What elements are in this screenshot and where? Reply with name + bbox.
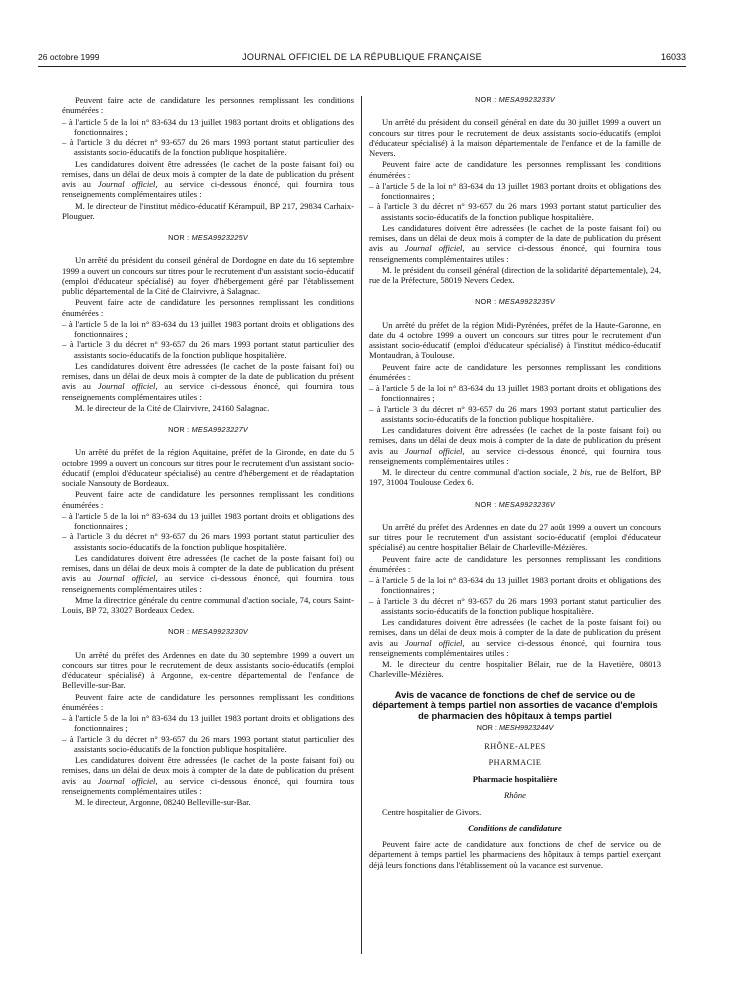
conditions-list [62, 117, 354, 158]
conditions-list [369, 181, 661, 222]
issue-date: 26 octobre 1999 [38, 52, 100, 62]
nor-reference: NOR : MESA9923230V [168, 627, 248, 637]
conditions-list [62, 319, 354, 360]
contact-address: M. le directeur du centre communal d'action sociale, 2 bis, rue de Belfort, BP 197, 31004 Toulouse Cedex 6. [369, 467, 661, 488]
conditions-intro: Peuvent faire acte de candidature les personnes remplissant les conditions énumérées : [369, 159, 661, 180]
candidature-text: Les candidatures doivent être adressées (le cachet de la poste faisant foi) ou remises, dans un délai de deux mois à compter de la date de publication du présent avis au Journal officiel, au service ci-dessous énoncé, qui fournira tous renseignements complémentaires utiles : [62, 755, 354, 796]
condition-item: – à l'article 5 de la loi n° 83-634 du 13 juillet 1983 portant droits et obligations des fonctionnaires ; [62, 318, 354, 339]
conditions-intro: Peuvent faire acte de candidature les personnes remplissant les conditions énumérées : [369, 361, 661, 382]
notice-text: Un arrêté du président du conseil général en date du 30 juillet 1999 a ouvert un concours sur titres pour le recrutement de deux assistants socio-éducatifs (emploi d'éducateur spécialisé) à la maison départementale de l'enfance et de la famille de Nevers. [369, 117, 661, 158]
conditions-intro: Peuvent faire acte de candidature les personnes remplissant les conditions énumérées : [62, 691, 354, 712]
candidature-text: Les candidatures doivent être adressées (le cachet de la poste faisant foi) ou remises, dans un délai de deux mois à compter de la date de publication du présent avis au Journal officiel, au service ci-dessous énoncé, qui fournira tous renseignements complémentaires utiles : [369, 425, 661, 466]
nor-reference: NOR : MESA9923225V [168, 233, 248, 242]
condition-item: – à l'article 5 de la loi n° 83-634 du 13 juillet 1983 portant droits et obligations des fonctionnaires ; [62, 116, 354, 137]
notice-nevers [369, 95, 661, 285]
condition-item: – à l'article 3 du décret n° 93-657 du 26 mars 1993 portant statut particulier des assistants socio-éducatifs de la fonction publique hospitalière. [369, 201, 661, 222]
contact-address: Mme la directrice générale du centre communal d'action sociale, 74, cours Saint-Louis, BP 72, 33027 Bordeaux Cedex. [62, 594, 354, 615]
notice-text: Un arrêté du président du conseil général de Dordogne en date du 16 septembre 1999 a ouvert un concours sur titres pour le recrutement d'un assistant socio-éducatif (emploi d'éducateur spécialisé) au foyer d'hébergement géré par l'établissement public départemental de la Cité de Clairvivre, à Salagnac. [62, 255, 354, 296]
condition-item: – à l'article 3 du décret n° 93-657 du 26 mars 1993 portant statut particulier des assistants socio-éducatifs de la fonction publique hospitalière. [62, 339, 354, 360]
contact-address: M. le président du conseil général (direction de la solidarité départementale), 24, rue de la Préfecture, 58019 Nevers Cedex. [369, 264, 661, 285]
department-heading: Rhône [504, 790, 526, 801]
contact-address: M. le directeur du centre hospitalier Bélair, rue de la Havetière, 08013 Charleville-Mézières. [369, 659, 661, 680]
candidature-text: Les candidatures doivent être adressées (le cachet de la poste faisant foi) ou remises, dans un délai de deux mois à compter de la date de publication du présent avis au Journal officiel, au service ci-dessous énoncé, qui fournira tous renseignements complémentaires utiles : [369, 617, 661, 658]
nor-reference: NOR : MESH9923244V [476, 723, 554, 733]
hospital-name: Centre hospitalier de Givors. [382, 806, 482, 817]
conditions-intro: Peuvent faire acte de candidature les personnes remplissant les conditions énumérées : [62, 489, 354, 510]
candidature-text: Les candidatures doivent être adressées (le cachet de la poste faisant foi) ou remises, dans un délai de deux mois à compter de la date de publication du présent avis au Journal officiel, au service ci-dessous énoncé, qui fournira tous renseignements complémentaires utiles : [62, 158, 354, 200]
conditions-intro: Peuvent faire acte de candidature les personnes remplissant les conditions énumérées : [62, 297, 354, 318]
notice-dordogne [62, 233, 354, 413]
specialty-heading: PHARMACIE [488, 757, 542, 767]
conditions-list [62, 511, 354, 552]
notice-text: Un arrêté du préfet des Ardennes en date du 27 août 1999 a ouvert un concours sur titres pour le recrutement d'un assistant socio-éducatif (emploi d'éducateur spécialisé) au centre hospitalier Bélair de Charleville-Mézières. [369, 521, 661, 553]
notice-text: Un arrêté du préfet de la région Aquitaine, préfet de la Gironde, en date du 5 octobre 1999 a ouvert un concours sur titres pour le recrutement d'un assistant socio-éducatif (emploi d'éducateur spécialisé) au centre d'hébergement et de réadaptation sociale Nansouty de Bordeaux. [62, 447, 354, 488]
notice-text: Un arrêté du préfet des Ardennes en date du 30 septembre 1999 a ouvert un concours sur titres pour le recrutement de deux assistants socio-éducatifs (emploi d'éducateur spécialisé) à Argonne, ex-centre départemental de l'enfance de Belleville-sur-Bar. [62, 649, 354, 691]
condition-item: – à l'article 3 du décret n° 93-657 du 26 mars 1993 portant statut particulier des assistants socio-éducatifs de la fonction publique hospitalière. [369, 403, 661, 424]
nor-reference: NOR : MESA9923235V [475, 297, 555, 307]
condition-item: – à l'article 5 de la loi n° 83-634 du 13 juillet 1983 portant droits et obligations des fonctionnaires ; [369, 575, 661, 596]
conditions-list [369, 575, 661, 616]
contact-address: M. le directeur, Argonne, 08240 Belleville-sur-Bar. [75, 797, 251, 807]
conditions-list [62, 713, 354, 754]
notice-ardennes-argonne [62, 627, 354, 807]
condition-item: – à l'article 5 de la loi n° 83-634 du 13 juillet 1983 portant droits et obligations des fonctionnaires ; [62, 510, 354, 531]
left-column [62, 95, 354, 808]
contact-address: M. le directeur de l'institut médico-éducatif Kérampuil, BP 217, 29834 Carhaix-Plouguer. [62, 200, 354, 221]
conditions-heading: Conditions de candidature [468, 822, 562, 833]
journal-title: JOURNAL OFFICIEL DE LA RÉPUBLIQUE FRANÇAISE [242, 52, 482, 62]
condition-item: – à l'article 5 de la loi n° 83-634 du 13 juillet 1983 portant droits et obligations des fonctionnaires ; [62, 713, 354, 734]
conditions-text: Peuvent faire acte de candidature aux fonctions de chef de service ou de département à temps partiel les pharmaciens des hôpitaux à temps partiel exerçant déjà leurs fonctions dans l'établissement où la vacance est survenue. [369, 839, 661, 870]
candidature-text: Les candidatures doivent être adressées (le cachet de la poste faisant foi) ou remises, dans un délai de deux mois à compter de la date de publication du présent avis au Journal officiel, au service ci-dessous énoncé, qui fournira tous renseignements complémentaires utiles : [62, 552, 354, 594]
conditions-intro: Peuvent faire acte de candidature les personnes remplissant les conditions énumérées : [369, 553, 661, 574]
notice-charleville [369, 500, 661, 680]
conditions-intro: Peuvent faire acte de candidature les personnes remplissant les conditions énumérées : [62, 95, 354, 116]
candidature-text: Les candidatures doivent être adressées (le cachet de la poste faisant foi) ou remises, dans un délai de deux mois à compter de la date de publication du présent avis au Journal officiel, au service ci-dessous énoncé, qui fournira tous renseignements complémentaires utiles : [369, 222, 661, 264]
nor-reference: NOR : MESA9923227V [168, 425, 248, 434]
condition-item: – à l'article 5 de la loi n° 83-634 du 13 juillet 1983 portant droits et obligations des fonctionnaires ; [369, 383, 661, 404]
header-rule [38, 66, 686, 67]
nor-reference: NOR : MESA9923236V [475, 499, 555, 509]
notice-toulouse [369, 297, 661, 487]
condition-item: – à l'article 5 de la loi n° 83-634 du 13 juillet 1983 portant droits et obligations des fonctionnaires ; [369, 180, 661, 201]
contact-address: M. le directeur de la Cité de Clairvivre, 24160 Salagnac. [75, 402, 270, 413]
condition-item: – à l'article 3 du décret n° 93-657 du 26 mars 1993 portant statut particulier des assistants socio-éducatifs de la fonction publique hospitalière. [62, 531, 354, 552]
condition-item: – à l'article 3 du décret n° 93-657 du 26 mars 1993 portant statut particulier des assistants socio-éducatifs de la fonction publique hospitalière. [62, 733, 354, 754]
condition-item: – à l'article 3 du décret n° 93-657 du 26 mars 1993 portant statut particulier des assistants socio-éducatifs de la fonction publique hospitalière. [62, 137, 354, 158]
conditions-list [369, 383, 661, 424]
candidature-text: Les candidatures doivent être adressées (le cachet de la poste faisant foi) ou remises, dans un délai de deux mois à compter de la date de publication du présent avis au Journal officiel, au service ci-dessous énoncé, qui fournira tous renseignements complémentaires utiles : [62, 360, 354, 402]
column-divider [361, 96, 362, 954]
page-number: 16033 [660, 52, 686, 62]
condition-item: – à l'article 3 du décret n° 93-657 du 26 mars 1993 portant statut particulier des assistants socio-éducatifs de la fonction publique hospitalière. [369, 595, 661, 616]
region-heading: RHÔNE-ALPES [484, 741, 546, 751]
notice-continued [62, 95, 354, 221]
avis-vacance-section [369, 690, 661, 870]
right-column [369, 95, 661, 871]
nor-reference: NOR : MESA9923233V [475, 95, 555, 104]
page-header [38, 52, 686, 66]
notice-aquitaine [62, 425, 354, 615]
notice-text: Un arrêté du préfet de la région Midi-Pyrénées, préfet de la Haute-Garonne, en date du 4 octobre 1999 a ouvert un concours sur titres pour le recrutement d'un assistant socio-éducatif (emploi d'éducateur spécialisé) à l'institut médico-éducatif Montaudran, à Toulouse. [369, 319, 661, 361]
section-heading: Avis de vacance de fonctions de chef de service ou de département à temps partiel non assorties de vacance d'emplois de pharmacien des hôpitaux à temps partiel [372, 689, 658, 721]
subspecialty-heading: Pharmacie hospitalière [472, 774, 558, 785]
